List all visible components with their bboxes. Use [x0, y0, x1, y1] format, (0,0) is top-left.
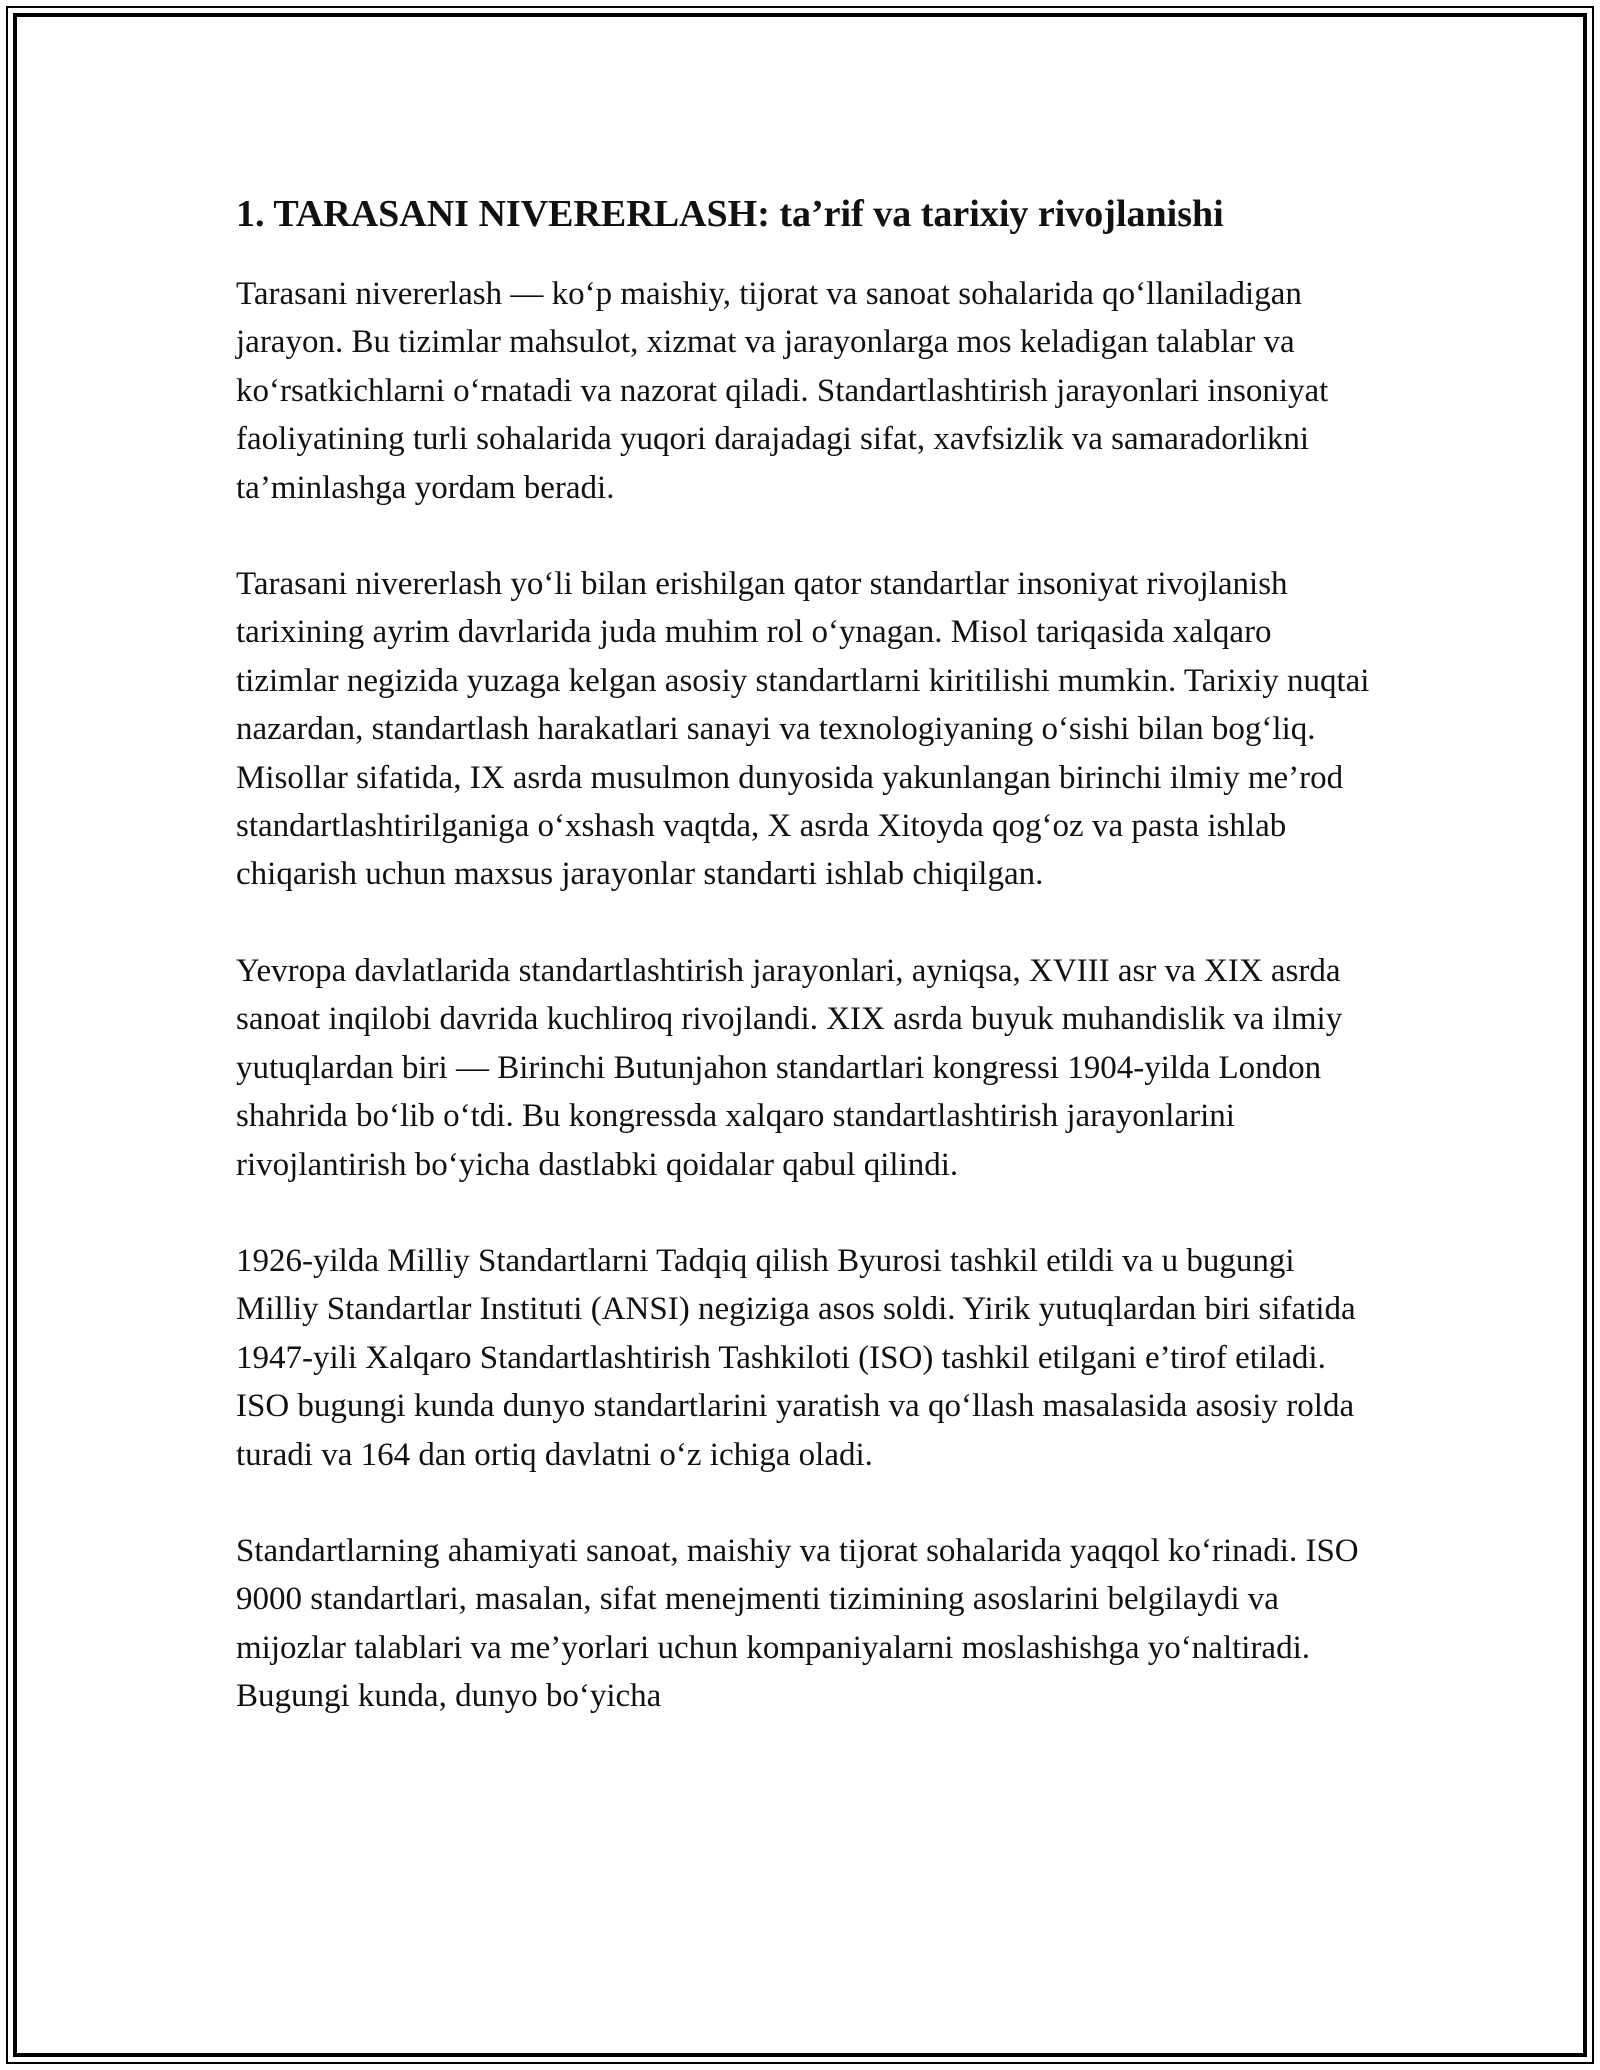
section-heading: 1. TARASANI NIVERERLASH: ta’rif va tarixiy rivojlanishi — [236, 193, 1224, 235]
paragraph-1: Tarasani nivererlash — ko‘p maishiy, tijorat va sanoat sohalarida qo‘llaniladigan jarayon. Bu tizimlar mahsulot, xizmat va jarayonlarga mos keladigan talablar va ko‘rsatkichlarni o‘rnatadi va nazorat qiladi. Standartlashtirish jarayonlari insoniyat faoliyatining turli sohalarida yuqori darajadagi sifat, xavfsizlik va samaradorlikni ta’minlashga yordam beradi. — [236, 276, 1329, 506]
paragraph-4: 1926-yilda Milliy Standartlarni Tadqiq qilish Byurosi tashkil etildi va u bugungi Milliy Standartlar Instituti (ANSI) negiziga asos soldi. Yirik yutuqlardan biri sifatida 1947-yili Xalqaro Standartlashtirish Tashkiloti (ISO) tashkil etilgani e’tirof etiladi. ISO bugungi kunda dunyo standartlarini yaratish va qo‘llash masalasida asosiy rolda turadi va 164 dan ortiq davlatni o‘z ichiga oladi. — [236, 1242, 1356, 1473]
paragraph-2: Tarasani nivererlash yo‘li bilan erishilgan qator standartlar insoniyat rivojlanish tarixining ayrim davrlarida juda muhim rol o‘ynagan. Misol tariqasida xalqaro tizimlar negizida yuzaga kelgan asosiy standartlarni kiritilishi mumkin. Tarixiy nuqtai nazardan, standartlash harakatlari sanayi va texnologiyaning o‘sishi bilan bog‘liq. Misollar sifatida, IX asrda musulmon dunyosida yakunlangan birinchi ilmiy me’rod standartlashtirilganiga o‘xshash vaqtda, X asrda Xitoyda qog‘oz va pasta ishlab chiqarish uchun maxsus jarayonlar standarti ishlab chiqilgan. — [236, 566, 1370, 893]
document-body — [236, 186, 1376, 1721]
paragraph-5: Standartlarning ahamiyati sanoat, maishiy va tijorat sohalarida yaqqol ko‘rinadi. ISO 9000 standartlari, masalan, sifat menejmenti tizimining asoslarini belgilaydi va mijozlar talablari va me’yorlari uchun kompaniyalarni moslashishga yo‘naltiradi. Bugungi kunda, dunyo bo‘yicha — [236, 1532, 1359, 1715]
paragraph-3: Yevropa davlatlarida standartlashtirish jarayonlari, ayniqsa, XVIII asr va XIX asrda sanoat inqilobi davrida kuchliroq rivojlandi. XIX asrda buyuk muhandislik va ilmiy yutuqlardan biri — Birinchi Butunjahon standartlari kongressi 1904-yilda London shahrida bo‘lib o‘tdi. Bu kongressda xalqaro standartlashtirish jarayonlarini rivojlantirish bo‘yicha dastlabki qoidalar qabul qilindi. — [236, 952, 1343, 1183]
